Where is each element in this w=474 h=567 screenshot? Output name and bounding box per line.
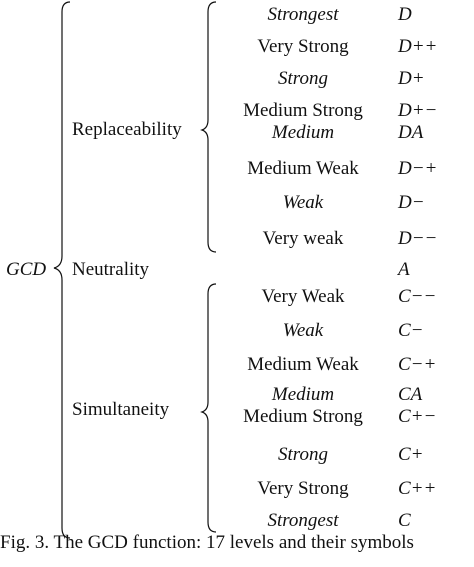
level-symbol: D−+ — [398, 158, 438, 179]
level-label: Strong — [278, 68, 328, 89]
level-label: Medium Strong — [243, 100, 363, 121]
level-symbol: D — [398, 4, 412, 25]
level-symbol: C−+ — [398, 354, 437, 375]
group-label-neutrality: Neutrality — [72, 259, 150, 280]
level-label: Very weak — [262, 228, 344, 249]
level-label: Very Strong — [257, 478, 349, 499]
level-symbol: CA — [398, 384, 423, 405]
level-label: Medium Weak — [247, 158, 359, 179]
level-symbol: D+− — [398, 100, 438, 121]
group-label-replaceability: Replaceability — [72, 119, 182, 140]
level-symbol: C — [398, 510, 411, 531]
level-symbol: C+ — [398, 444, 424, 465]
figure-caption: Fig. 3. The GCD function: 17 levels and their symbols — [0, 532, 414, 553]
level-symbol: C− — [398, 320, 424, 341]
level-symbol: C+− — [398, 406, 437, 427]
level-label: Medium — [271, 122, 335, 143]
level-symbol: D−− — [398, 228, 438, 249]
level-label: Medium Weak — [247, 354, 359, 375]
level-label: Medium — [271, 384, 335, 405]
simultaneity-brace — [202, 284, 216, 532]
replaceability-brace — [202, 2, 216, 252]
level-label: Medium Strong — [243, 406, 363, 427]
root-label: GCD — [6, 259, 47, 280]
level-label: Very Weak — [261, 286, 345, 307]
level-symbol: DA — [398, 122, 424, 143]
level-symbol: D+ — [398, 68, 425, 89]
group-label-simultaneity: Simultaneity — [72, 399, 170, 420]
level-label: Weak — [282, 320, 324, 341]
level-symbol: D− — [398, 192, 425, 213]
level-label: Strongest — [267, 4, 339, 25]
level-label: Weak — [282, 192, 324, 213]
level-label: Very Strong — [257, 36, 349, 57]
level-symbol: D++ — [398, 36, 438, 57]
level-label: Strong — [278, 444, 328, 465]
gcd-brace — [54, 2, 70, 538]
level-symbol: C−− — [398, 286, 437, 307]
level-symbol: C++ — [398, 478, 437, 499]
neutrality-symbol: A — [398, 259, 410, 280]
level-label: Strongest — [267, 510, 339, 531]
